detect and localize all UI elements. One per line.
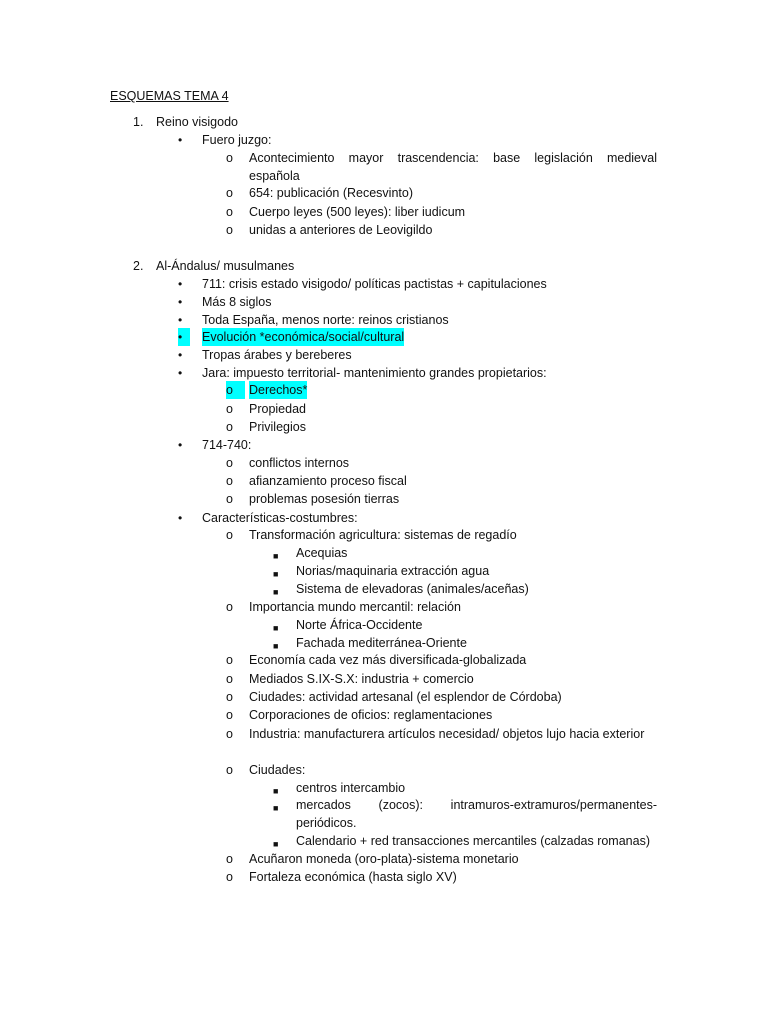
bullet-o-icon: o: [226, 402, 233, 416]
bullet-o-icon: o: [226, 672, 233, 686]
list-item: o 654: publicación (Recesvinto): [226, 186, 413, 200]
list-item: • Toda España, menos norte: reinos cristianos: [178, 313, 449, 327]
bullet-o-icon: o: [226, 420, 233, 434]
bullet-dot-icon: •: [178, 313, 183, 327]
list-item: o Transformación agricultura: sistemas de regadío: [226, 528, 517, 542]
list-item: • Jara: impuesto territorial- mantenimiento grandes propietarios:: [178, 366, 547, 380]
list-item: o Mediados S.IX-S.X: industria + comercio: [226, 672, 474, 686]
list-item: o unidas a anteriores de Leovigildo: [226, 223, 433, 237]
list-item: o Ciudades:: [226, 763, 306, 777]
list-item: o afianzamiento proceso fiscal: [226, 474, 407, 488]
bullet-dot-icon: •: [178, 295, 183, 309]
list-item: o Economía cada vez más diversificada-globalizada: [226, 653, 527, 667]
bullet-o-icon: o: [226, 205, 233, 219]
bullet-dot-icon: •: [178, 348, 183, 362]
list-item: o Importancia mundo mercantil: relación: [226, 600, 461, 614]
bullet-o-icon: o: [226, 474, 233, 488]
list-item: • 711: crisis estado visigodo/ políticas pactistas + capitulaciones: [178, 277, 547, 291]
list-item: o Fortaleza económica (hasta siglo XV): [226, 870, 457, 884]
section-1-number: 1.: [133, 115, 144, 129]
list-item: o Acontecimiento mayor trascendencia: base legislación medieval española: [226, 151, 657, 183]
list-item: ■ Sistema de elevadoras (animales/aceñas): [0, 580, 768, 598]
list-item: • Fuero juzgo:: [178, 133, 272, 147]
list-item: • 714-740:: [178, 438, 252, 452]
list-item: o Ciudades: actividad artesanal (el esplendor de Córdoba): [226, 690, 562, 704]
bullet-dot-icon: •: [178, 277, 183, 291]
list-item-highlighted: • Evolución *económica/social/cultural: [178, 330, 405, 344]
bullet-square-icon: ■: [273, 839, 279, 849]
section-2-heading: Al-Ándalus/ musulmanes: [156, 259, 295, 273]
section-2: [0, 257, 768, 275]
bullet-square-icon: ■: [273, 641, 279, 651]
list-item: • Tropas árabes y bereberes: [178, 348, 352, 362]
bullet-dot-icon: •: [178, 511, 183, 525]
bullet-o-icon: o: [226, 456, 233, 470]
section-1: [0, 113, 768, 131]
list-item: ■ mercados (zocos): intramuros-extramuros/permanentes-periódicos.: [273, 798, 657, 830]
bullet-o-icon: o: [226, 763, 233, 777]
list-item: o Acuñaron moneda (oro-plata)-sistema monetario: [226, 852, 519, 866]
document-title: ESQUEMAS TEMA 4: [110, 89, 229, 103]
list-item: ■ Calendario + red transacciones mercantiles (calzadas romanas): [0, 832, 768, 850]
section-1-heading: Reino visigodo: [156, 115, 238, 129]
section-2-number: 2.: [133, 259, 144, 273]
bullet-o-icon: o: [226, 492, 233, 506]
bullet-o-icon: o: [226, 151, 233, 165]
bullet-o-icon: o: [226, 600, 233, 614]
list-item: ■ Fachada mediterránea-Oriente: [0, 634, 768, 652]
bullet-o-icon: o: [226, 528, 233, 542]
list-item: o conflictos internos: [226, 456, 350, 470]
bullet-o-icon: o: [226, 223, 233, 237]
list-item: ■ Norias/maquinaria extracción agua: [0, 562, 768, 580]
list-item: • Más 8 siglos: [178, 295, 272, 309]
bullet-dot-icon: •: [178, 366, 183, 380]
list-item-highlighted: o Derechos*: [226, 383, 308, 397]
bullet-dot-icon: •: [178, 133, 183, 147]
list-item: • Características-costumbres:: [178, 511, 358, 525]
list-item: o Privilegios: [226, 420, 306, 434]
bullet-o-icon: o: [226, 381, 245, 399]
bullet-o-icon: o: [226, 870, 233, 884]
bullet-square-icon: ■: [273, 786, 279, 796]
bullet-dot-icon: •: [178, 438, 183, 452]
list-item: ■ Norte África-Occidente: [0, 616, 768, 634]
bullet-square-icon: ■: [273, 569, 279, 579]
bullet-o-icon: o: [226, 708, 233, 722]
bullet-o-icon: o: [226, 852, 233, 866]
bullet-square-icon: ■: [273, 587, 279, 597]
list-item: o Corporaciones de oficios: reglamentaciones: [226, 708, 493, 722]
bullet-square-icon: ■: [273, 551, 279, 561]
bullet-dot-icon: •: [178, 328, 190, 346]
list-item: ■ centros intercambio: [0, 779, 768, 797]
list-item: o problemas posesión tierras: [226, 492, 400, 506]
bullet-o-icon: o: [226, 186, 233, 200]
bullet-o-icon: o: [226, 690, 233, 704]
bullet-o-icon: o: [226, 727, 233, 741]
bullet-square-icon: ■: [273, 803, 279, 813]
list-item: o Propiedad: [226, 402, 306, 416]
bullet-o-icon: o: [226, 653, 233, 667]
list-item: o Industria: manufacturera artículos necesidad/ objetos lujo hacia exterior: [226, 727, 645, 741]
list-item: o Cuerpo leyes (500 leyes): liber iudicum: [226, 205, 466, 219]
list-item: ■ Acequias: [0, 544, 768, 562]
bullet-square-icon: ■: [273, 623, 279, 633]
